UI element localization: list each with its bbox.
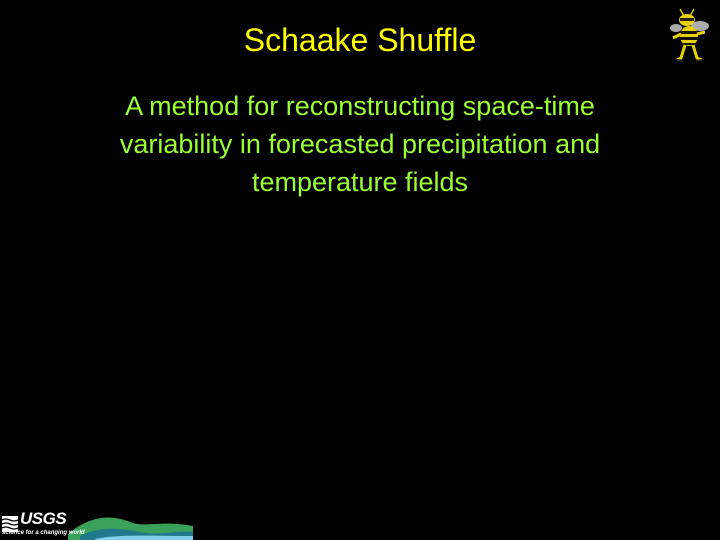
subtitle-line: A method for reconstructing space-time — [125, 91, 595, 121]
subtitle-line: temperature fields — [251, 167, 469, 197]
yellow-jacket-mascot-icon — [668, 8, 712, 64]
slide-title: Schaake Shuffle — [243, 22, 477, 58]
subtitle-line: variability in forecasted precipitation and — [119, 129, 601, 159]
usgs-tagline: science for a changing world — [2, 530, 85, 536]
usgs-logo-text: USGS — [20, 509, 67, 528]
slide-subtitle — [40, 87, 680, 201]
